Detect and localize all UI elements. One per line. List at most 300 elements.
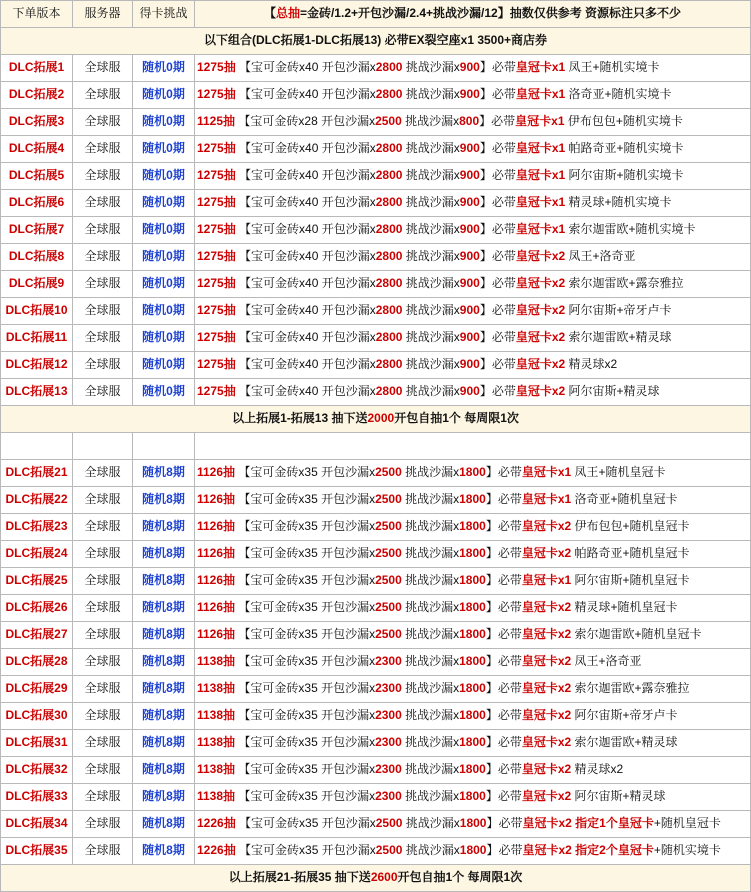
row-server-cell[interactable]: 全球服 xyxy=(73,784,133,811)
row-crown-label: 皇冠卡x2 指定2个皇冠卡 xyxy=(522,843,654,858)
row-num-1: 2500 xyxy=(375,492,402,507)
row-num-2: 1800 xyxy=(459,789,486,804)
row-desc-b: 挑战沙漏x xyxy=(401,681,460,696)
row-desc-c: 】必带 xyxy=(479,357,516,372)
row-desc-c: 】必带 xyxy=(479,114,516,129)
row-desc-c: 】必带 xyxy=(485,708,522,723)
row-version-cell[interactable]: DLC拓展23 xyxy=(1,514,73,541)
row-crown-label: 皇冠卡x2 xyxy=(515,303,566,318)
row-detail-cell[interactable] xyxy=(195,217,751,244)
row-draws-label: 1275抽 xyxy=(197,195,236,210)
row-desc-b: 挑战沙漏x xyxy=(402,330,460,345)
row-desc-b: 挑战沙漏x xyxy=(401,546,460,561)
table-row[interactable] xyxy=(1,730,751,757)
row-challenge-cell[interactable]: 随机0期 xyxy=(133,163,195,190)
row-desc-c: 】必带 xyxy=(485,789,522,804)
row-version-cell[interactable]: DLC拓展21 xyxy=(1,460,73,487)
table-row[interactable] xyxy=(1,838,751,865)
mid-note-num: 2000 xyxy=(367,411,395,426)
row-version-cell[interactable]: DLC拓展13 xyxy=(1,379,73,406)
mid-note-post: 开包自抽1个 每周限1次 xyxy=(394,411,519,426)
row-num-1: 2500 xyxy=(375,600,402,615)
table-row[interactable] xyxy=(1,514,751,541)
row-num-2: 1800 xyxy=(459,762,486,777)
row-num-2: 1800 xyxy=(459,546,486,561)
row-crown-label: 皇冠卡x2 xyxy=(515,249,566,264)
row-desc-c: 】必带 xyxy=(479,384,516,399)
row-server-cell[interactable]: 全球服 xyxy=(73,703,133,730)
header-challenge: 得卡挑战 xyxy=(133,1,195,28)
row-desc-d: 伊布包包+随机皇冠卡 xyxy=(571,519,690,534)
banner-pre: 【 xyxy=(263,6,276,21)
row-desc-d: 索尔迦雷欧+精灵球 xyxy=(565,330,672,345)
row-version-cell[interactable]: DLC拓展9 xyxy=(1,271,73,298)
row-challenge-cell[interactable]: 随机8期 xyxy=(133,676,195,703)
table-row[interactable] xyxy=(1,568,751,595)
table-row[interactable] xyxy=(1,55,751,82)
row-server-cell[interactable]: 全球服 xyxy=(73,190,133,217)
row-draws-label: 1138抽 xyxy=(197,762,236,777)
row-draws-label: 1126抽 xyxy=(197,465,236,480)
row-desc-d: 阿尔宙斯+随机实境卡 xyxy=(565,168,684,183)
sep-c2 xyxy=(133,433,195,460)
row-desc-c: 】必带 xyxy=(485,573,522,588)
row-num-2: 900 xyxy=(459,330,480,345)
row-detail-cell[interactable] xyxy=(195,487,751,514)
row-challenge-cell[interactable]: 随机8期 xyxy=(133,730,195,757)
row-num-1: 2300 xyxy=(375,708,402,723)
row-version-cell[interactable]: DLC拓展27 xyxy=(1,622,73,649)
row-challenge-cell[interactable]: 随机8期 xyxy=(133,514,195,541)
row-detail-cell[interactable] xyxy=(195,595,751,622)
row-challenge-cell[interactable]: 随机0期 xyxy=(133,55,195,82)
row-desc-c: 】必带 xyxy=(486,816,523,831)
row-desc-c: 】必带 xyxy=(479,303,516,318)
row-desc-d: 索尔迦雷欧+随机皇冠卡 xyxy=(571,627,702,642)
row-challenge-cell[interactable]: 随机0期 xyxy=(133,271,195,298)
row-desc-b: 挑战沙漏x xyxy=(401,627,460,642)
row-crown-label: 皇冠卡x1 xyxy=(515,168,566,183)
row-draws-label: 1275抽 xyxy=(197,168,236,183)
row-server-cell[interactable]: 全球服 xyxy=(73,244,133,271)
row-draws-label: 1138抽 xyxy=(197,789,236,804)
sep-c3 xyxy=(195,433,751,460)
row-server-cell[interactable]: 全球服 xyxy=(73,541,133,568)
table-row[interactable] xyxy=(1,244,751,271)
row-detail-cell[interactable] xyxy=(195,379,751,406)
table-row[interactable] xyxy=(1,649,751,676)
row-num-1: 2300 xyxy=(375,762,402,777)
table-row[interactable] xyxy=(1,163,751,190)
row-detail-cell[interactable] xyxy=(195,703,751,730)
row-server-cell[interactable]: 全球服 xyxy=(73,568,133,595)
row-desc-d: 精灵球x2 xyxy=(571,762,624,777)
row-num-2: 1800 xyxy=(459,465,486,480)
row-version-cell[interactable]: DLC拓展10 xyxy=(1,298,73,325)
row-num-2: 1800 xyxy=(459,843,487,858)
row-num-1: 2800 xyxy=(375,330,403,345)
table-row[interactable] xyxy=(1,217,751,244)
row-version-cell[interactable]: DLC拓展31 xyxy=(1,730,73,757)
row-desc-a: 【宝可金砖x35 开包沙漏x xyxy=(238,465,376,480)
row-detail-cell[interactable] xyxy=(195,676,751,703)
row-desc-d: 索尔迦雷欧+随机实境卡 xyxy=(565,222,696,237)
table-row[interactable] xyxy=(1,703,751,730)
row-version-cell[interactable]: DLC拓展24 xyxy=(1,541,73,568)
row-desc-a: 【宝可金砖x35 开包沙漏x xyxy=(239,843,376,858)
row-server-cell[interactable]: 全球服 xyxy=(73,622,133,649)
table-row[interactable] xyxy=(1,676,751,703)
row-challenge-cell[interactable]: 随机0期 xyxy=(133,325,195,352)
row-detail-cell[interactable] xyxy=(195,298,751,325)
row-desc-d: 精灵球+随机实境卡 xyxy=(565,195,672,210)
row-detail-cell[interactable] xyxy=(195,730,751,757)
row-desc-b: 挑战沙漏x xyxy=(401,654,460,669)
row-version-cell[interactable]: DLC拓展3 xyxy=(1,109,73,136)
row-version-cell[interactable]: DLC拓展1 xyxy=(1,55,73,82)
row-version-cell[interactable]: DLC拓展25 xyxy=(1,568,73,595)
row-desc-a: 【宝可金砖x40 开包沙漏x xyxy=(239,384,376,399)
bottom-note-row xyxy=(1,865,751,892)
table-row[interactable] xyxy=(1,109,751,136)
row-crown-label: 皇冠卡x1 xyxy=(515,60,566,75)
row-desc-c: 】必带 xyxy=(486,843,523,858)
row-challenge-cell[interactable]: 随机8期 xyxy=(133,811,195,838)
row-version-cell[interactable]: DLC拓展5 xyxy=(1,163,73,190)
row-detail-cell[interactable] xyxy=(195,811,751,838)
row-desc-b: 挑战沙漏x xyxy=(402,195,460,210)
row-num-2: 900 xyxy=(459,276,480,291)
row-num-2: 800 xyxy=(459,114,480,129)
row-num-2: 1800 xyxy=(459,600,486,615)
row-desc-a: 【宝可金砖x40 开包沙漏x xyxy=(239,249,376,264)
row-num-1: 2500 xyxy=(375,465,402,480)
row-detail-cell[interactable] xyxy=(195,757,751,784)
row-version-cell[interactable]: DLC拓展11 xyxy=(1,325,73,352)
row-desc-a: 【宝可金砖x35 开包沙漏x xyxy=(238,735,376,750)
row-desc-b: 挑战沙漏x xyxy=(402,168,460,183)
row-detail-cell[interactable] xyxy=(195,244,751,271)
row-detail-cell[interactable] xyxy=(195,622,751,649)
row-server-cell[interactable]: 全球服 xyxy=(73,136,133,163)
row-num-2: 1800 xyxy=(459,519,486,534)
row-desc-d: 索尔迦雷欧+露奈雅拉 xyxy=(565,276,684,291)
row-server-cell[interactable]: 全球服 xyxy=(73,352,133,379)
sep-c1 xyxy=(73,433,133,460)
row-num-1: 2500 xyxy=(375,114,402,129)
row-version-cell[interactable]: DLC拓展33 xyxy=(1,784,73,811)
row-desc-b: 挑战沙漏x xyxy=(402,87,460,102)
row-challenge-cell[interactable]: 随机8期 xyxy=(133,460,195,487)
row-detail-cell[interactable] xyxy=(195,109,751,136)
table-row[interactable] xyxy=(1,136,751,163)
table-row[interactable] xyxy=(1,460,751,487)
row-detail-cell[interactable] xyxy=(195,325,751,352)
table-row[interactable] xyxy=(1,541,751,568)
row-server-cell[interactable]: 全球服 xyxy=(73,217,133,244)
row-server-cell[interactable]: 全球服 xyxy=(73,730,133,757)
row-challenge-cell[interactable]: 随机8期 xyxy=(133,595,195,622)
row-challenge-cell[interactable]: 随机8期 xyxy=(133,487,195,514)
row-desc-d: +随机皇冠卡 xyxy=(653,816,721,831)
row-detail-cell[interactable] xyxy=(195,55,751,82)
row-version-cell[interactable]: DLC拓展6 xyxy=(1,190,73,217)
row-desc-d: 洛奇亚+随机实境卡 xyxy=(565,87,672,102)
row-num-1: 2500 xyxy=(375,816,403,831)
row-desc-a: 【宝可金砖x35 开包沙漏x xyxy=(238,762,376,777)
row-desc-a: 【宝可金砖x40 开包沙漏x xyxy=(239,330,376,345)
table-row[interactable] xyxy=(1,190,751,217)
row-num-1: 2500 xyxy=(375,843,403,858)
row-challenge-cell[interactable]: 随机0期 xyxy=(133,217,195,244)
row-crown-label: 皇冠卡x2 xyxy=(521,519,572,534)
row-num-1: 2800 xyxy=(375,357,403,372)
row-challenge-cell[interactable]: 随机0期 xyxy=(133,190,195,217)
row-crown-label: 皇冠卡x2 xyxy=(521,762,572,777)
row-detail-cell[interactable] xyxy=(195,271,751,298)
row-detail-cell[interactable] xyxy=(195,838,751,865)
row-num-1: 2500 xyxy=(375,627,402,642)
row-crown-label: 皇冠卡x1 xyxy=(515,114,565,129)
row-detail-cell[interactable] xyxy=(195,190,751,217)
row-desc-d: 阿尔宙斯+随机皇冠卡 xyxy=(571,573,690,588)
table-row[interactable] xyxy=(1,811,751,838)
row-desc-a: 【宝可金砖x35 开包沙漏x xyxy=(238,708,376,723)
row-challenge-cell[interactable]: 随机0期 xyxy=(133,379,195,406)
row-detail-cell[interactable] xyxy=(195,460,751,487)
table-row[interactable] xyxy=(1,622,751,649)
bottom-note xyxy=(1,865,751,892)
row-draws-label: 1275抽 xyxy=(197,303,236,318)
row-num-1: 2300 xyxy=(375,681,402,696)
row-draws-label: 1275抽 xyxy=(197,60,236,75)
row-num-2: 900 xyxy=(459,60,480,75)
table-row[interactable] xyxy=(1,271,751,298)
row-server-cell[interactable]: 全球服 xyxy=(73,55,133,82)
row-desc-c: 】必带 xyxy=(485,654,522,669)
row-challenge-cell[interactable]: 随机8期 xyxy=(133,703,195,730)
row-crown-label: 皇冠卡x2 xyxy=(521,708,572,723)
row-desc-c: 】必带 xyxy=(485,546,522,561)
row-version-cell[interactable]: DLC拓展4 xyxy=(1,136,73,163)
row-num-2: 900 xyxy=(459,195,480,210)
table-row[interactable] xyxy=(1,757,751,784)
row-server-cell[interactable]: 全球服 xyxy=(73,271,133,298)
row-desc-c: 】必带 xyxy=(485,681,522,696)
row-detail-cell[interactable] xyxy=(195,163,751,190)
row-num-1: 2500 xyxy=(375,546,402,561)
row-desc-b: 挑战沙漏x xyxy=(401,789,460,804)
row-version-cell[interactable]: DLC拓展12 xyxy=(1,352,73,379)
row-desc-c: 】必带 xyxy=(479,330,516,345)
row-desc-d: 洛奇亚+随机皇冠卡 xyxy=(571,492,678,507)
row-desc-a: 【宝可金砖x40 开包沙漏x xyxy=(239,357,376,372)
banner-mid: =金砖/1.2+开包沙漏/2.4+挑战沙漏/12】抽数仅供参考 资源标注只多不少 xyxy=(299,6,682,21)
row-crown-label: 皇冠卡x1 xyxy=(521,573,572,588)
row-draws-label: 1275抽 xyxy=(197,87,236,102)
row-draws-label: 1138抽 xyxy=(197,654,236,669)
table-row[interactable] xyxy=(1,595,751,622)
row-version-cell[interactable]: DLC拓展28 xyxy=(1,649,73,676)
row-server-cell[interactable]: 全球服 xyxy=(73,514,133,541)
row-crown-label: 皇冠卡x1 xyxy=(515,87,566,102)
row-version-cell[interactable]: DLC拓展30 xyxy=(1,703,73,730)
row-server-cell[interactable]: 全球服 xyxy=(73,757,133,784)
row-num-1: 2800 xyxy=(375,87,403,102)
row-desc-d: +随机实境卡 xyxy=(653,843,721,858)
row-num-2: 1800 xyxy=(459,573,486,588)
row-desc-a: 【宝可金砖x35 开包沙漏x xyxy=(238,519,376,534)
row-desc-d: 凤王+洛奇亚 xyxy=(571,654,642,669)
row-num-1: 2800 xyxy=(375,303,403,318)
row-crown-label: 皇冠卡x1 xyxy=(521,465,572,480)
row-version-cell[interactable]: DLC拓展22 xyxy=(1,487,73,514)
row-draws-label: 1275抽 xyxy=(197,384,236,399)
row-desc-b: 挑战沙漏x xyxy=(402,843,460,858)
row-desc-d: 伊布包包+随机实境卡 xyxy=(564,114,683,129)
row-num-2: 900 xyxy=(459,141,480,156)
row-challenge-cell[interactable]: 随机0期 xyxy=(133,352,195,379)
row-draws-label: 1275抽 xyxy=(197,249,236,264)
row-desc-a: 【宝可金砖x35 开包沙漏x xyxy=(238,492,376,507)
row-desc-c: 】必带 xyxy=(485,492,522,507)
row-desc-a: 【宝可金砖x35 开包沙漏x xyxy=(238,546,376,561)
row-server-cell[interactable]: 全球服 xyxy=(73,379,133,406)
row-desc-d: 精灵球+随机皇冠卡 xyxy=(571,600,678,615)
row-desc-b: 挑战沙漏x xyxy=(402,303,460,318)
table-row[interactable] xyxy=(1,487,751,514)
row-draws-label: 1125抽 xyxy=(197,114,236,129)
section-separator xyxy=(1,433,751,460)
row-detail-cell[interactable] xyxy=(195,784,751,811)
row-server-cell[interactable]: 全球服 xyxy=(73,325,133,352)
table-row[interactable] xyxy=(1,325,751,352)
row-num-1: 2800 xyxy=(375,168,403,183)
row-desc-b: 挑战沙漏x xyxy=(401,573,460,588)
row-detail-cell[interactable] xyxy=(195,82,751,109)
header-row xyxy=(1,1,751,28)
row-desc-c: 】必带 xyxy=(479,168,516,183)
row-challenge-cell[interactable]: 随机0期 xyxy=(133,136,195,163)
row-detail-cell[interactable] xyxy=(195,568,751,595)
row-version-cell[interactable]: DLC拓展35 xyxy=(1,838,73,865)
row-version-cell[interactable]: DLC拓展29 xyxy=(1,676,73,703)
row-num-1: 2800 xyxy=(375,60,403,75)
row-server-cell[interactable]: 全球服 xyxy=(73,838,133,865)
row-crown-label: 皇冠卡x1 xyxy=(515,222,566,237)
row-challenge-cell[interactable]: 随机8期 xyxy=(133,568,195,595)
row-version-cell[interactable]: DLC拓展7 xyxy=(1,217,73,244)
row-detail-cell[interactable] xyxy=(195,649,751,676)
row-server-cell[interactable]: 全球服 xyxy=(73,298,133,325)
row-version-cell[interactable]: DLC拓展2 xyxy=(1,82,73,109)
table-row[interactable] xyxy=(1,352,751,379)
row-draws-label: 1138抽 xyxy=(197,735,236,750)
row-server-cell[interactable]: 全球服 xyxy=(73,82,133,109)
row-challenge-cell[interactable]: 随机0期 xyxy=(133,109,195,136)
row-desc-c: 】必带 xyxy=(479,87,516,102)
mid-note-row xyxy=(1,406,751,433)
row-challenge-cell[interactable]: 随机8期 xyxy=(133,757,195,784)
row-desc-d: 阿尔宙斯+帝牙卢卡 xyxy=(565,303,672,318)
table-row[interactable] xyxy=(1,82,751,109)
row-num-2: 1800 xyxy=(459,735,486,750)
bottom-note-pre: 以上拓展21-拓展35 抽下送 xyxy=(228,870,371,885)
row-detail-cell[interactable] xyxy=(195,352,751,379)
row-desc-a: 【宝可金砖x35 开包沙漏x xyxy=(238,654,376,669)
row-desc-b: 挑战沙漏x xyxy=(402,141,460,156)
row-desc-a: 【宝可金砖x40 开包沙漏x xyxy=(239,222,376,237)
row-version-cell[interactable]: DLC拓展32 xyxy=(1,757,73,784)
row-num-1: 2800 xyxy=(375,195,403,210)
row-desc-a: 【宝可金砖x40 开包沙漏x xyxy=(239,60,376,75)
row-challenge-cell[interactable]: 随机8期 xyxy=(133,838,195,865)
row-server-cell[interactable]: 全球服 xyxy=(73,811,133,838)
row-desc-a: 【宝可金砖x35 开包沙漏x xyxy=(238,600,376,615)
row-num-2: 1800 xyxy=(459,681,486,696)
row-server-cell[interactable]: 全球服 xyxy=(73,460,133,487)
row-num-2: 900 xyxy=(459,357,480,372)
row-challenge-cell[interactable]: 随机0期 xyxy=(133,82,195,109)
row-desc-d: 凤王+随机皇冠卡 xyxy=(571,465,666,480)
row-desc-c: 】必带 xyxy=(485,735,522,750)
row-draws-label: 1275抽 xyxy=(197,222,236,237)
row-detail-cell[interactable] xyxy=(195,136,751,163)
row-desc-a: 【宝可金砖x40 开包沙漏x xyxy=(239,303,376,318)
mid-note xyxy=(1,406,751,433)
banner-highlight: 总抽 xyxy=(275,6,300,21)
row-num-2: 1800 xyxy=(459,816,487,831)
row-desc-c: 】必带 xyxy=(485,762,522,777)
row-server-cell[interactable]: 全球服 xyxy=(73,649,133,676)
row-server-cell[interactable]: 全球服 xyxy=(73,109,133,136)
row-crown-label: 皇冠卡x2 xyxy=(521,681,572,696)
row-desc-b: 挑战沙漏x xyxy=(401,492,460,507)
row-desc-b: 挑战沙漏x xyxy=(401,519,460,534)
row-desc-b: 挑战沙漏x xyxy=(401,735,460,750)
row-server-cell[interactable]: 全球服 xyxy=(73,163,133,190)
row-version-cell[interactable]: DLC拓展34 xyxy=(1,811,73,838)
row-challenge-cell[interactable]: 随机8期 xyxy=(133,784,195,811)
row-desc-c: 】必带 xyxy=(479,195,516,210)
row-version-cell[interactable]: DLC拓展8 xyxy=(1,244,73,271)
row-version-cell[interactable]: DLC拓展26 xyxy=(1,595,73,622)
table-row[interactable] xyxy=(1,379,751,406)
row-desc-b: 挑战沙漏x xyxy=(402,816,460,831)
row-desc-d: 阿尔宙斯+帝牙卢卡 xyxy=(571,708,678,723)
row-detail-cell[interactable] xyxy=(195,541,751,568)
row-challenge-cell[interactable]: 随机0期 xyxy=(133,244,195,271)
table-row[interactable] xyxy=(1,784,751,811)
row-crown-label: 皇冠卡x1 xyxy=(515,141,566,156)
row-server-cell[interactable]: 全球服 xyxy=(73,595,133,622)
row-draws-label: 1138抽 xyxy=(197,681,236,696)
row-server-cell[interactable]: 全球服 xyxy=(73,676,133,703)
row-challenge-cell[interactable]: 随机8期 xyxy=(133,622,195,649)
row-num-1: 2300 xyxy=(375,735,402,750)
row-draws-label: 1126抽 xyxy=(197,600,236,615)
row-challenge-cell[interactable]: 随机8期 xyxy=(133,649,195,676)
row-detail-cell[interactable] xyxy=(195,514,751,541)
row-desc-d: 凤王+洛奇亚 xyxy=(565,249,636,264)
table-row[interactable] xyxy=(1,298,751,325)
row-num-1: 2500 xyxy=(375,573,402,588)
row-desc-c: 】必带 xyxy=(479,222,516,237)
row-server-cell[interactable]: 全球服 xyxy=(73,487,133,514)
row-challenge-cell[interactable]: 随机8期 xyxy=(133,541,195,568)
row-challenge-cell[interactable]: 随机0期 xyxy=(133,298,195,325)
row-desc-d: 索尔迦雷欧+露奈雅拉 xyxy=(571,681,690,696)
